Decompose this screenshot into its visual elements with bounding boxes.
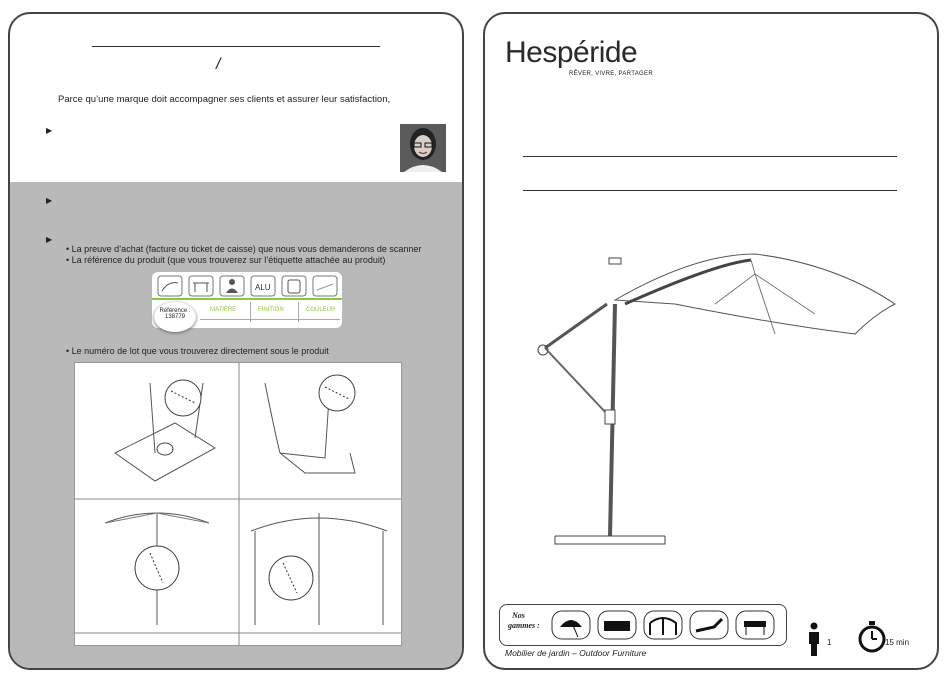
stopwatch-icon bbox=[857, 620, 887, 654]
assembly-time: 15 min bbox=[885, 638, 910, 647]
reference-value: 138779 bbox=[164, 314, 186, 320]
label-bottom-line bbox=[200, 319, 340, 320]
footer-text: Mobilier de jardin – Outdoor Furniture bbox=[505, 648, 647, 658]
proof-item-2: • La référence du produit (que vous trouverez sur l’étiquette attachée au produit) bbox=[66, 255, 386, 265]
lot-number-illustrations bbox=[74, 362, 402, 646]
bullet-arrow-2: ▶ bbox=[46, 196, 53, 205]
bullet-arrow-1: ▶ bbox=[46, 126, 53, 135]
reference-bubble bbox=[154, 302, 196, 332]
grey-info-panel bbox=[10, 182, 462, 668]
brand-logo: Hespéride bbox=[505, 36, 638, 69]
proof-item-1: • La preuve d’achat (facture ou ticket de caisse) que nous vous demanderons de scanner bbox=[66, 244, 422, 254]
brand-tagline: RÊVER, VIVRE, PARTAGER bbox=[569, 71, 653, 77]
dining-set-icon bbox=[736, 611, 774, 639]
gazebo-icon bbox=[644, 611, 682, 639]
parasol-icon bbox=[552, 611, 590, 639]
bullet-arrow-3: ▶ bbox=[46, 235, 53, 244]
persons-count: 1 bbox=[827, 638, 832, 647]
right-page bbox=[483, 12, 939, 670]
lounger-icon bbox=[690, 611, 728, 639]
sofa-set-icon bbox=[598, 611, 636, 639]
range-icons bbox=[550, 607, 784, 643]
reference-label: Référence : bbox=[159, 308, 191, 314]
title-line bbox=[92, 46, 380, 47]
title-slash: / bbox=[216, 56, 221, 73]
intro-text: Parce qu’une marque doit accompagner ses clients et assurer leur satisfaction, bbox=[58, 94, 391, 105]
label-column-color: COULEUR bbox=[306, 307, 336, 313]
lot-text: • Le numéro de lot que vous trouverez directement sous le produit bbox=[66, 346, 329, 356]
advisor-photo bbox=[400, 124, 446, 172]
cantilever-parasol-illustration bbox=[515, 244, 905, 564]
title-line-2 bbox=[523, 190, 897, 191]
label-column-finish: FINITION bbox=[258, 307, 284, 313]
ranges-box bbox=[499, 604, 787, 646]
label-green-line bbox=[152, 298, 342, 300]
product-label bbox=[152, 272, 342, 328]
ranges-label-2: gammes : bbox=[508, 621, 540, 630]
label-icon-row bbox=[156, 275, 340, 297]
alu-icon-text: ALU bbox=[255, 283, 271, 292]
left-page bbox=[8, 12, 464, 670]
person-icon bbox=[807, 622, 821, 656]
label-column-material: MATIÈRE bbox=[210, 307, 237, 313]
ranges-label-1: Nos bbox=[512, 611, 525, 620]
title-line-1 bbox=[523, 156, 897, 157]
